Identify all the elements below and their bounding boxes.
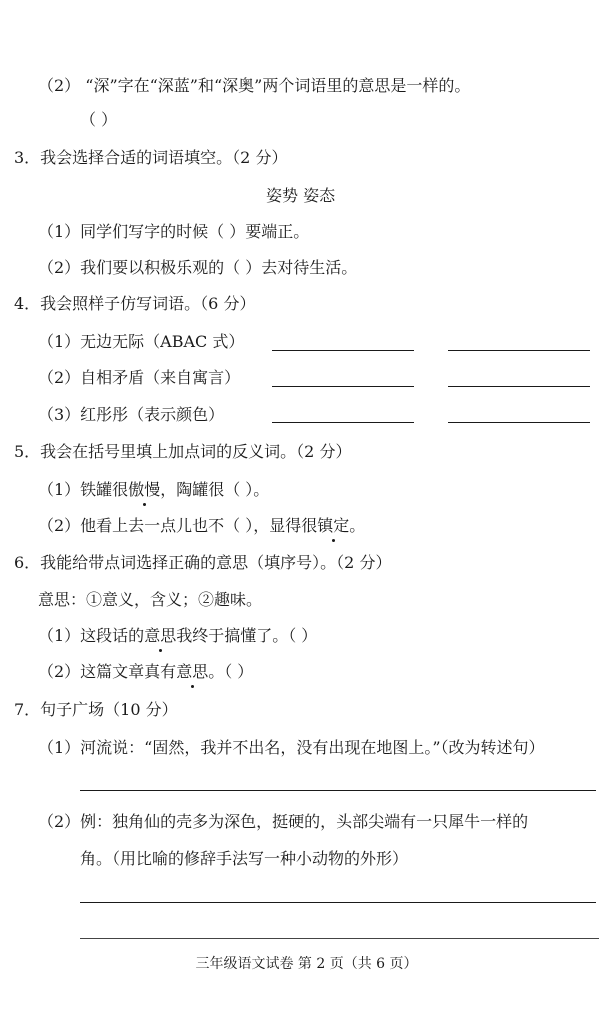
q4-sub2-blank-2[interactable] [448, 386, 590, 387]
q2-sub2-answer-paren[interactable]: （ ） [80, 110, 118, 129]
q4-sub1-blank-2[interactable] [448, 350, 590, 351]
q3-title: 3．我会选择合适的词语填空。（2 分） [14, 148, 288, 167]
q5-sub1-suffix: ，陶罐很（ ）。 [160, 480, 270, 499]
q7-title: 7．句子广场（10 分） [14, 700, 178, 719]
footer-divider [80, 938, 599, 939]
q4-sub3-blank-1[interactable] [272, 422, 414, 423]
q4-sub2: （2）自相矛盾（来自寓言） [38, 368, 241, 387]
page-footer: 三年级语文试卷 第 2 页（共 6 页） [195, 956, 418, 972]
q6-sub2[interactable] [38, 662, 253, 682]
q7-sub2-line1: （2）例：独角仙的壳多为深色，挺硬的，头部尖端有一只犀牛一样的 [38, 812, 529, 831]
q4-sub1: （1）无边无际（ABAC 式） [38, 332, 245, 351]
q3-sub2[interactable]: （2）我们要以积极乐观的（ ）去对待生活。 [38, 258, 358, 277]
q5-sub2-suffix: 。 [349, 516, 366, 535]
q6-sub1-dotted-word: 意思 [144, 626, 177, 645]
q4-title: 4．我会照样子仿写词语。（6 分） [14, 294, 256, 313]
q5-sub2-prefix: （2）他看上去一点儿也不（ ），显得很 [38, 516, 318, 535]
q3-options: 姿势 姿态 [266, 186, 336, 205]
q7-sub1-answer-line[interactable] [80, 790, 596, 791]
q4-sub3-blank-2[interactable] [448, 422, 590, 423]
q6-sub1-prefix: （1）这段话的 [38, 626, 145, 645]
q6-sub2-prefix: （2）这篇文章真有 [38, 662, 177, 681]
q2-sub2-text: （2） “深”字在“深蓝”和“深奥”两个词语里的意思是一样的。 [38, 76, 471, 95]
q4-sub1-blank-1[interactable] [272, 350, 414, 351]
q6-sub2-dotted-word: 意思 [176, 662, 209, 681]
q4-sub3: （3）红彤彤（表示颜色） [38, 405, 225, 424]
q7-sub2-answer-line[interactable] [80, 902, 596, 903]
q5-sub1-prefix: （1）铁罐很 [38, 480, 129, 499]
q6-meanings: 意思：①意义，含义；②趣味。 [38, 590, 263, 609]
q7-sub1: （1）河流说：“固然，我并不出名，没有出现在地图上。”（改为转述句） [38, 738, 545, 757]
q5-sub2[interactable] [38, 516, 365, 536]
q5-sub1-dotted-word: 傲慢 [128, 480, 161, 499]
q6-sub1-suffix: 我终于搞懂了。（ ） [176, 626, 318, 645]
q5-title: 5．我会在括号里填上加点词的反义词。（2 分） [14, 442, 352, 461]
q3-sub1[interactable]: （1）同学们写字的时候（ ）要端正。 [38, 222, 310, 241]
q7-sub2-line2: 角。（用比喻的修辞手法写一种小动物的外形） [80, 849, 409, 868]
q5-sub1[interactable] [38, 480, 269, 500]
q5-sub2-dotted-word: 镇定 [317, 516, 350, 535]
q4-sub2-blank-1[interactable] [272, 386, 414, 387]
q6-title: 6．我能给带点词选择正确的意思（填序号）。（2 分） [14, 553, 392, 572]
q6-sub2-suffix: 。（ ） [208, 662, 254, 681]
q6-sub1[interactable] [38, 626, 317, 646]
